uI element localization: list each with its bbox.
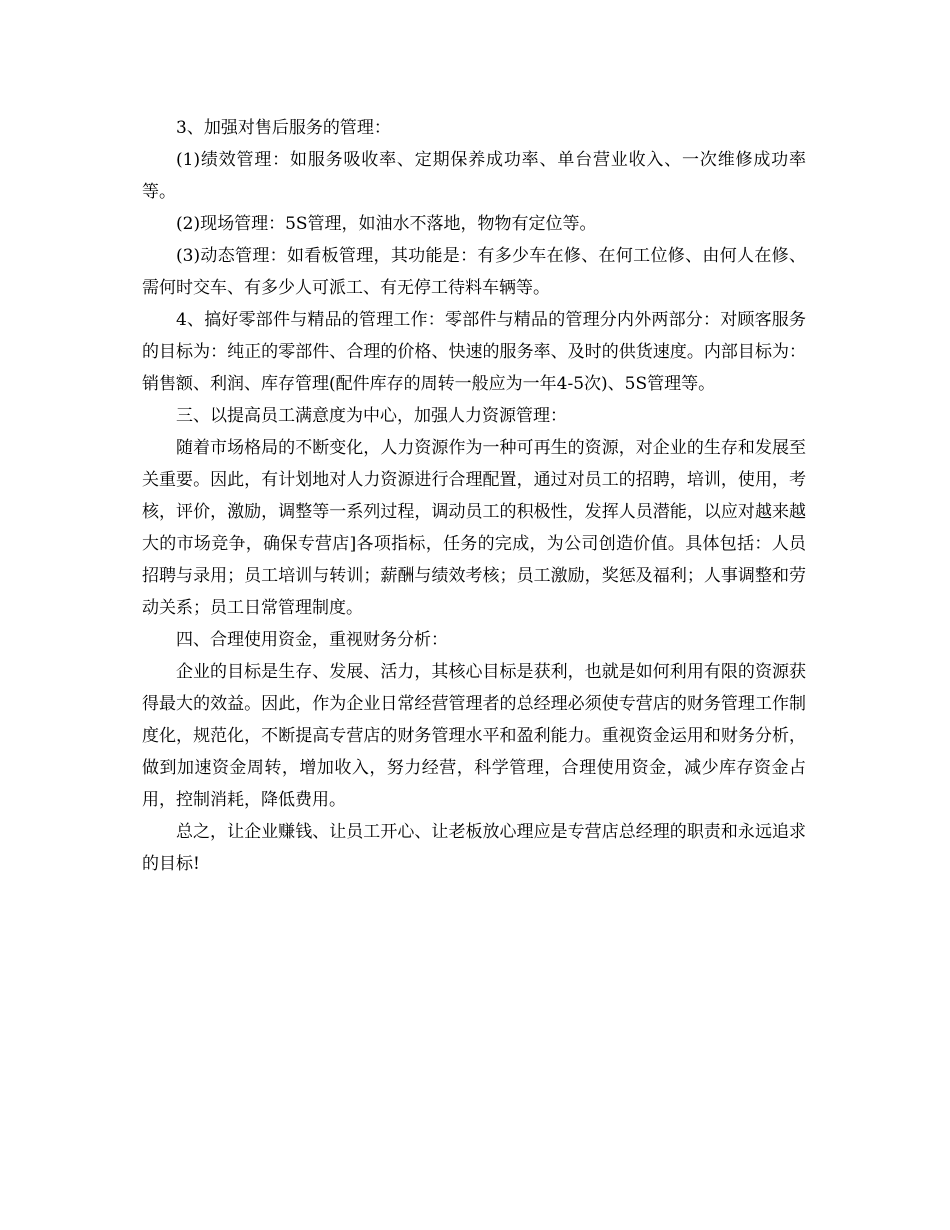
paragraph-hr-heading: 三、以提高员工满意度为中心，加强人力资源管理： [176, 406, 567, 426]
paragraph-site-management: (2)现场管理：5S管理，如油水不落地，物物有定位等。 [176, 214, 597, 234]
paragraph-conclusion: 总之，让企业赚钱、让员工开心、让老板放心理应是专营店总经理的职责和永远追求的目标! [142, 822, 806, 874]
paragraph-dynamic-management: (3)动态管理：如看板管理，其功能是：有多少车在修、在何工位修、由何人在修、需何时交车、有多少人可派工、有无停工待料车辆等。 [142, 246, 806, 298]
paragraph-parts-management: 4、搞好零部件与精品的管理工作：零部件与精品的管理分内外两部分：对顾客服务的目标为：纯正的零部件、合理的价格、快速的服务率、及时的供货速度。内部目标为：销售额、利润、库存管理(配件库存的周转一般应为一年4-5次)、5S管理等。 [142, 310, 806, 394]
paragraph-performance-management: (1)绩效管理：如服务吸收率、定期保养成功率、单台营业收入、一次维修成功率等。 [142, 150, 806, 202]
document-body [142, 112, 806, 880]
paragraph-finance-body: 企业的目标是生存、发展、活力，其核心目标是获利，也就是如何利用有限的资源获得最大的效益。因此，作为企业日常经营管理者的总经理必须使专营店的财务管理工作制度化，规范化，不断提高专营店的财务管理水平和盈利能力。重视资金运用和财务分析，做到加速资金周转，增加收入，努力经营，科学管理，合理使用资金，减少库存资金占用，控制消耗，降低费用。 [142, 662, 806, 810]
paragraph-hr-body: 随着市场格局的不断变化，人力资源作为一种可再生的资源，对企业的生存和发展至关重要。因此，有计划地对人力资源进行合理配置，通过对员工的招聘，培训，使用，考核，评价，激励，调整等一系列过程，调动员工的积极性，发挥人员潜能，以应对越来越大的市场竞争，确保专营店]各项指标，任务的完成，为公司创造价值。具体包括：人员招聘与录用；员工培训与转训；薪酬与绩效考核；员工激励，奖惩及福利；人事调整和劳动关系；员工日常管理制度。 [142, 438, 806, 618]
paragraph-finance-heading: 四、合理使用资金，重视财务分析： [176, 630, 448, 650]
paragraph-after-sales-heading: 3、加强对售后服务的管理： [176, 118, 391, 138]
